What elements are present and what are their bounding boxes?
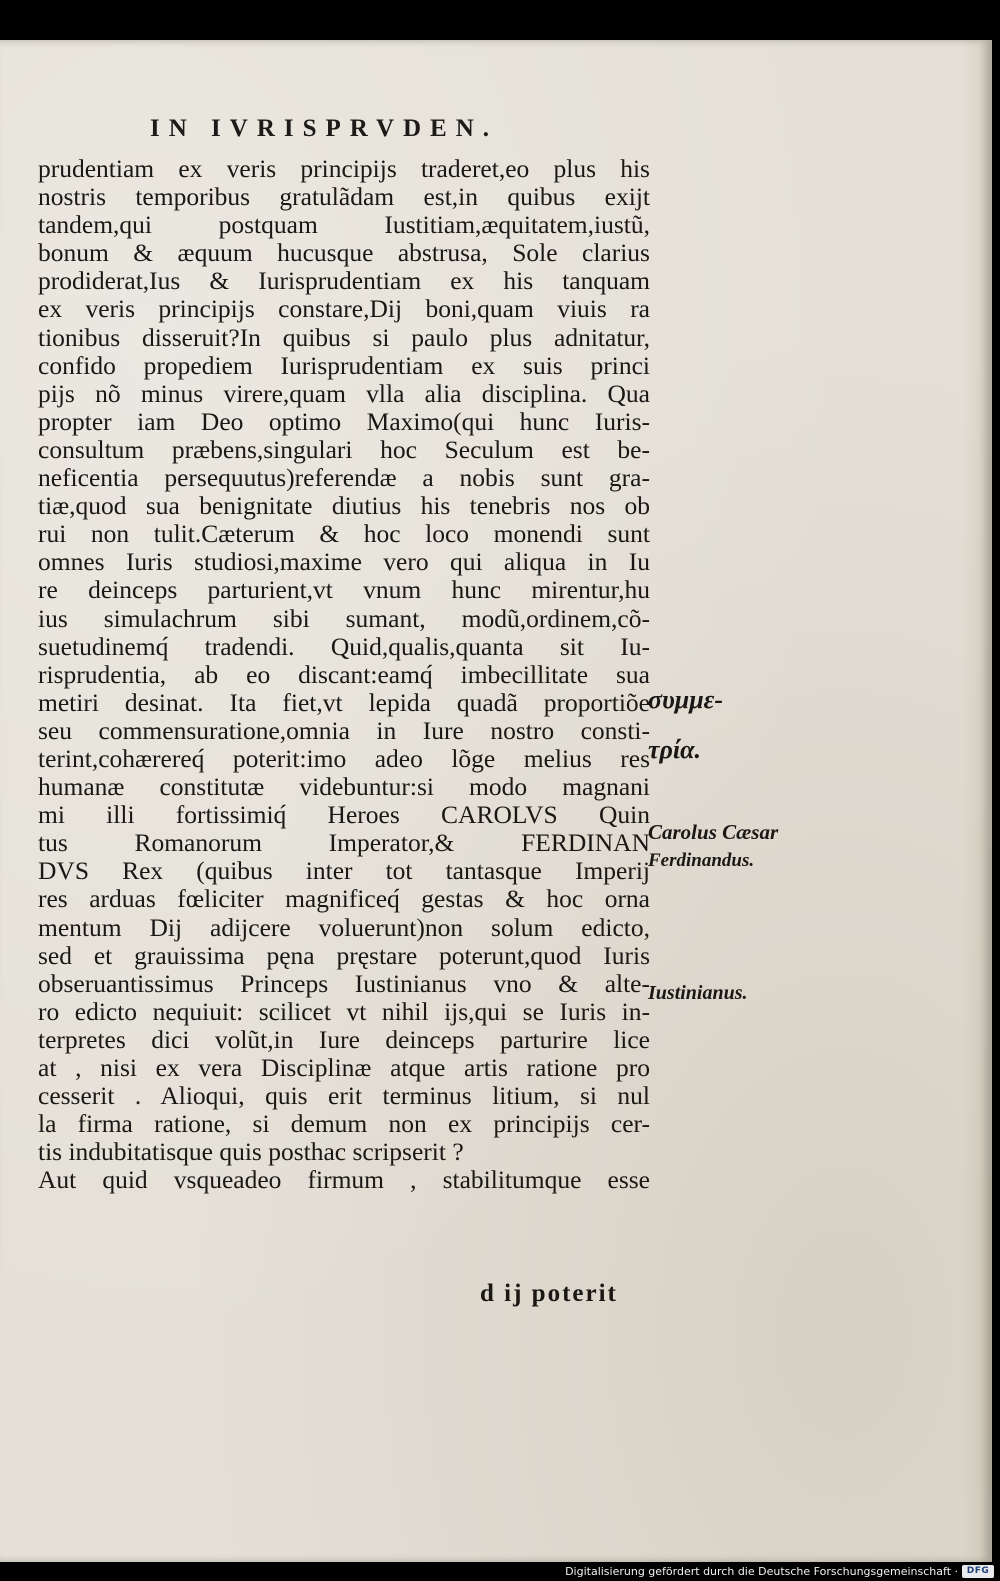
text-line: tis indubitatisque quis posthac scripserit ? <box>38 1138 464 1167</box>
text-line: risprudentia, ab eo discant:eamq́ imbecillitate sua <box>38 660 650 689</box>
body-text <box>38 155 650 1194</box>
text-line: tandem,qui postquam Iustitiam,æquitatem,iustũ, <box>38 211 650 240</box>
text-line: rui non tulit.Cæterum & hoc loco monendi sunt <box>38 520 650 549</box>
text-line: res arduas fœliciter magnificeq́ gestas & hoc orna <box>38 885 650 914</box>
text-line: re deinceps parturient,vt vnum hunc mirentur,hu <box>38 576 650 605</box>
marginal-note-ferdinandus: Ferdinandus. <box>648 850 755 871</box>
text-line: terpretes dici volũt,in Iure deinceps parturire lice <box>38 1025 650 1054</box>
text-line: pijs nõ minus virere,quam vlla alia disciplina. Qua <box>38 379 650 408</box>
text-line: ro edicto nequiuit: scilicet vt nihil ijs,qui se Iuris in- <box>38 997 650 1026</box>
text-line: mentum Dij adijcere voluerunt)non solum edicto, <box>38 913 650 942</box>
text-line: la firma ratione, si demum non ex principijs cer- <box>38 1110 650 1139</box>
text-line: terint,cohærereq́ poterit:imo adeo lõge melius res <box>38 744 650 773</box>
text-line: metiri desinat. Ita fiet,vt lepida quadã proportiõe <box>38 688 650 717</box>
text-line: DVS Rex (quibus inter tot tantasque Imperij <box>38 857 650 886</box>
text-line: humanæ constitutæ videbuntur:si modo magnani <box>38 773 650 802</box>
text-line: nostris temporibus gratulãdam est,in quibus exijt <box>38 183 650 212</box>
marginal-note-greek-2: τρία. <box>648 735 702 764</box>
marginal-note-iustinianus: Iustinianus. <box>648 982 748 1004</box>
text-line: ius simulachrum sibi sumant, modũ,ordinem,cõ- <box>38 604 650 633</box>
text-line: consultum præbens,singulari hoc Seculum est be- <box>38 435 650 464</box>
text-line: tus Romanorum Imperator,& FERDINAN <box>38 829 650 858</box>
dfg-logo: DFG <box>962 1565 994 1578</box>
text-line: cesserit . Alioqui, quis erit terminus litium, si nul <box>38 1082 650 1111</box>
text-line: ex veris principijs constare,Dij boni,quam viuis ra <box>38 295 650 324</box>
marginal-note-greek-1: συμμε- <box>648 685 723 714</box>
text-line: tionibus disseruit?In quibus si paulo plus adnitatur, <box>38 323 650 352</box>
text-line: neficentia persequutus)referendæ a nobis sunt gra- <box>38 464 650 493</box>
text-line: omnes Iuris studiosi,maxime vero qui aliqua in Iu <box>38 548 650 577</box>
text-line: sed et grauissima pęna pręstare poterunt,quod Iuris <box>38 941 650 970</box>
text-line: prudentiam ex veris principijs traderet,eo plus his <box>38 155 650 183</box>
text-line: Aut quid vsqueadeo firmum , stabilitumque esse <box>38 1166 650 1195</box>
text-line: bonum & æquum hucusque abstrusa, Sole clarius <box>38 239 650 268</box>
page-edge-shadow <box>962 40 992 1562</box>
marginal-note-carolus: Carolus Cæsar <box>648 820 779 844</box>
running-head: IN IVRISPRVDEN. <box>150 115 499 142</box>
text-line: prodiderat,Ius & Iurisprudentiam ex his tanquam <box>38 267 650 296</box>
text-line: obseruantissimus Princeps Iustinianus vno & alte- <box>38 969 650 998</box>
book-page <box>0 40 992 1562</box>
catchword: d ij poterit <box>480 1280 618 1307</box>
text-line: confido propediem Iurisprudentiam ex suis princi <box>38 351 650 380</box>
footer-credit: Digitalisierung gefördert durch die Deutsche Forschungsgemeinschaft · <box>565 1565 958 1578</box>
text-line: mi illi fortissimiq́ Heroes CAROLVS Quin <box>38 801 650 830</box>
text-line: at , nisi ex vera Disciplinæ atque artis ratione pro <box>38 1054 650 1082</box>
text-line: seu commensuratione,omnia in Iure nostro consti- <box>38 716 650 745</box>
text-line: tiæ,quod sua benignitate diutius his tenebris nos ob <box>38 492 650 521</box>
text-line: suetudinemq́ tradendi. Quid,qualis,quanta sit Iu- <box>38 632 650 661</box>
text-line: propter iam Deo optimo Maximo(qui hunc Iuris- <box>38 407 650 436</box>
